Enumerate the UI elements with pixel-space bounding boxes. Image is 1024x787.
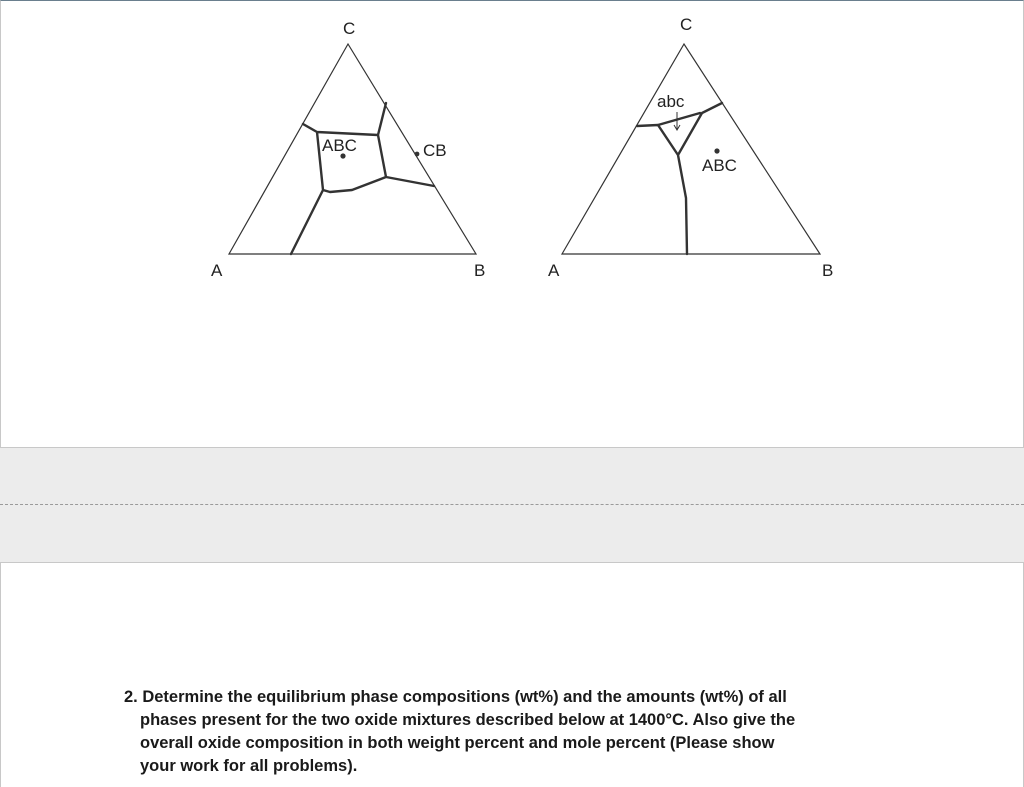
question-line-1: 2. Determine the equilibrium phase compositions (wt%) and the amounts (wt%) of all — [124, 688, 787, 706]
right-apex-a-label: A — [548, 261, 560, 280]
right-point-abc — [714, 148, 719, 153]
separator-band — [0, 448, 1024, 563]
right-apex-c-label: C — [680, 15, 693, 34]
right-apex-b-label: B — [822, 261, 834, 280]
left-abc-region-label: ABC — [322, 136, 357, 155]
left-point-cb — [415, 152, 420, 157]
left-boundary-abc-region — [291, 103, 434, 254]
left-ternary-diagram — [211, 19, 485, 280]
question-text — [124, 686, 924, 778]
right-abc-region-label: abc — [657, 92, 685, 111]
right-abc-point-label: ABC — [702, 156, 737, 175]
question-line-3: overall oxide composition in both weight percent and mole percent (Please show — [140, 734, 775, 752]
right-triangle-outline — [562, 44, 820, 254]
question-line-4: your work for all problems). — [140, 757, 358, 775]
left-apex-c-label: C — [343, 19, 356, 38]
left-apex-b-label: B — [474, 261, 486, 280]
left-cb-point-label: CB — [423, 141, 447, 160]
right-ternary-diagram — [548, 15, 833, 280]
question-line-2: phases present for the two oxide mixtures described below at 1400°C. Also give the — [140, 711, 796, 729]
dashed-separator — [0, 504, 1024, 505]
left-apex-a-label: A — [211, 261, 223, 280]
